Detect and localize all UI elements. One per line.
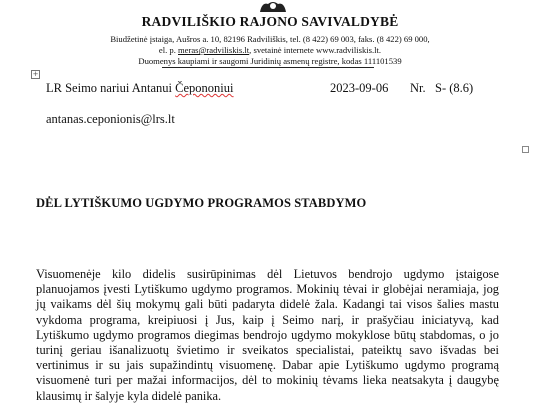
header-divider — [162, 67, 374, 68]
coat-of-arms-emblem — [258, 0, 288, 12]
header-website-text: , svetainė internete www.radviliskis.lt. — [249, 45, 382, 55]
recipient-prefix: LR Seimo nariui Antanui — [46, 81, 176, 95]
header-registry-line: Duomenys kaupiami ir saugomi Juridinių asmenų registre, kodas 111101539 — [138, 56, 402, 66]
letter-number — [410, 81, 473, 96]
text-frame-marker — [522, 146, 529, 153]
recipient-surname: Čepononiui — [175, 81, 234, 95]
recipient-email: antanas.ceponionis@lrs.lt — [46, 112, 175, 126]
header-address-line: Biudžetinė įstaiga, Aušros a. 10, 82196 Radviliškis, tel. (8 422) 69 003, faks. (8 422) 69 000, — [110, 34, 430, 44]
header-email-prefix: el. p. — [158, 45, 178, 55]
letter-date: 2023-09-06 — [330, 81, 389, 95]
letter-subject: DĖL LYTIŠKUMO UGDYMO PROGRAMOS STABDYMO — [36, 196, 367, 210]
letter-number-label: Nr. — [410, 81, 426, 95]
header-contact-line — [0, 45, 540, 55]
organization-name: RADVILIŠKIO RAJONO SAVIVALDYBĖ — [141, 14, 399, 29]
table-move-handle-icon[interactable]: + — [32, 70, 39, 78]
letter-number-value: S- (8.6) — [435, 81, 474, 95]
recipient-line — [46, 81, 234, 96]
letter-body-paragraph: Visuomenėje kilo didelis susirūpinimas dėl Lietuvos bendrojo ugdymo įstaigose planuojamos įvesti Lytiškumo ugdymo programos. Mokinių tėvai ir globėjai neramiaja, jog jų vaikams dėl šių mokymų gali būti padaryta didelė žala. Kadangi tai visos šalies mastu vykdoma programa, kreipiuosi į Jus, kaip į Seimo narį, ir prašyčiau iniciatyvą, kad Lytiškumo ugdymo programos diegimas bendrojo ugdymo mokyklose būtų stabdomas, o jo turinį geriau išanalizuotų švietimo ir sveikatos specialistai, pateiktų savo išvadas bei vertinimus ir su jais supažindintų visuomenę. Dabar apie Lytiškumo ugdymo programą visuomenė turi per mažai informacijos, dėl to mokinių tėvams lieka neatsakyta į daugybę klausimų ir šalyje kyla didelė panika. — [36, 267, 499, 403]
header-email-link[interactable]: meras@radviliskis.lt — [178, 45, 250, 55]
